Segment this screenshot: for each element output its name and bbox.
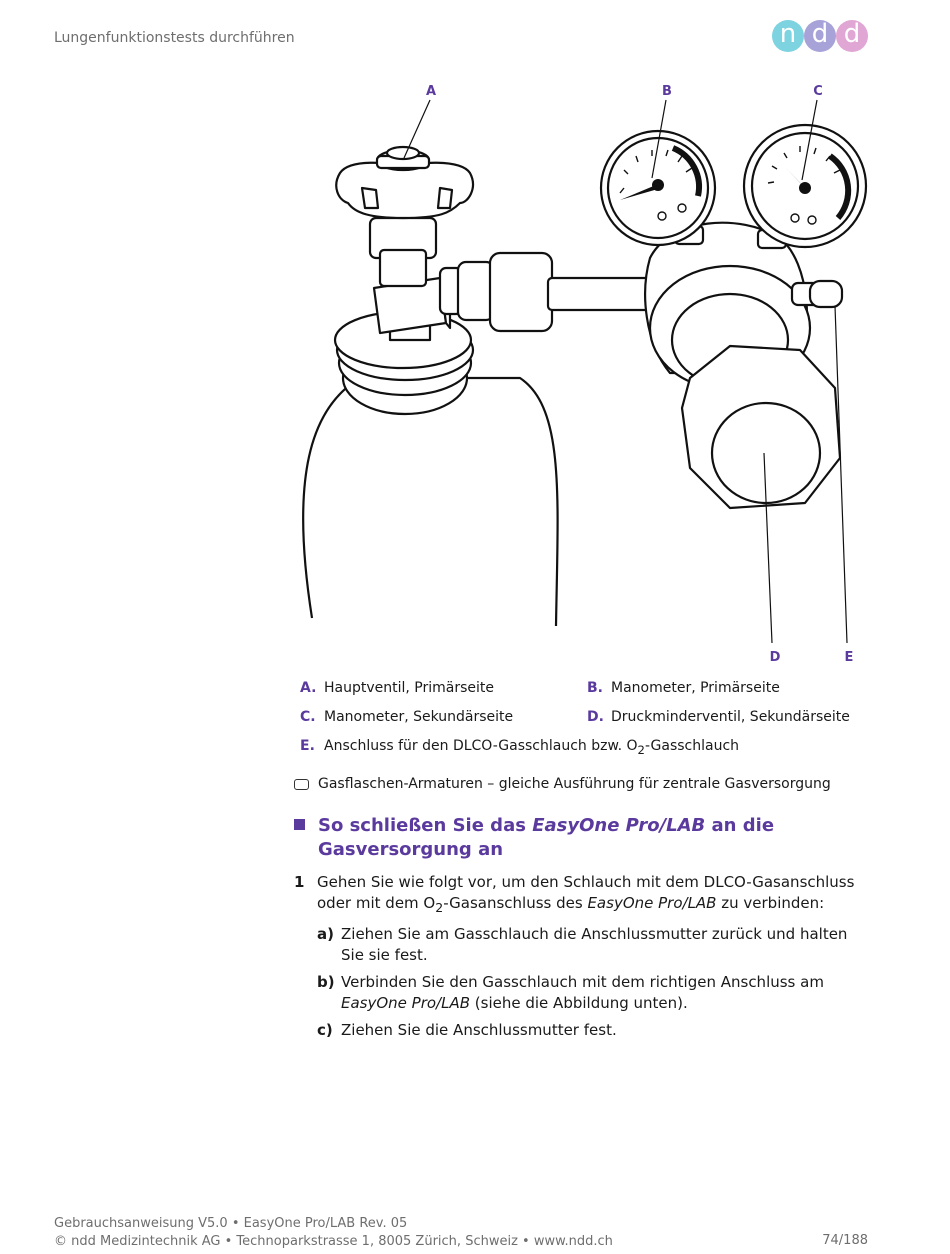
cylinder-body xyxy=(303,378,557,626)
footer-line-2: © ndd Medizintechnik AG • Technoparkstrasse 1, 8005 Zürich, Schweiz • www.ndd.ch xyxy=(54,1234,613,1249)
callout-c: C xyxy=(813,84,823,99)
substep-a: a) Ziehen Sie am Gasschlauch die Anschlussmutter zurück und halten Sie sie fest. xyxy=(317,925,848,964)
gas-cylinder-regulator-illustration xyxy=(290,78,880,678)
legend-item-b: B. Manometer, Primärseite xyxy=(587,680,780,696)
logo-letter-n: n xyxy=(772,20,804,52)
step-text: Gehen Sie wie folgt vor, um den Schlauch mit dem DLCO-Gasanschluss oder mit dem $O_2$-Gasanschluss des EasyOne Pro/LAB zu verbinden: xyxy=(317,873,855,915)
logo-letter-d1: d xyxy=(804,20,836,52)
page-header-title: Lungenfunktionstests durchführen xyxy=(54,30,295,46)
ndd-logo xyxy=(772,20,872,54)
step-body xyxy=(317,872,869,1041)
logo-letter-d2: d xyxy=(836,20,868,52)
step-number: 1 xyxy=(294,873,305,891)
section-title: So schließen Sie das EasyOne Pro/LAB an die Gasversorgung an xyxy=(318,815,775,860)
heading-square-icon xyxy=(294,819,305,830)
callout-d: D xyxy=(769,650,781,665)
legend-item-c: C. Manometer, Sekundärseite xyxy=(300,709,514,725)
substep-c: c) Ziehen Sie die Anschlussmutter fest. xyxy=(317,1021,617,1039)
legend-item-d: D. Druckminderventil, Sekundärseite xyxy=(587,709,850,725)
callout-a: A xyxy=(425,84,437,99)
page-number: 74/188 xyxy=(822,1233,868,1248)
footer-line-1: Gebrauchsanweisung V5.0 • EasyOne Pro/LAB Rev. 05 xyxy=(54,1216,408,1231)
callout-e: E xyxy=(844,650,854,665)
callout-b: B xyxy=(662,84,672,99)
footer xyxy=(54,1215,613,1251)
legend-item-e: E. Anschluss für den DLCO-Gasschlauch bzw. $O_2$-Gasschlauch xyxy=(300,738,740,757)
caption-box-icon xyxy=(294,779,309,790)
section-heading xyxy=(294,814,874,862)
substep-b: b) Verbinden Sie den Gasschlauch mit dem richtigen Anschluss am EasyOne Pro/LAB (siehe die Abbildung unten). xyxy=(317,973,824,1012)
legend-item-a: A. Hauptventil, Primärseite xyxy=(300,680,495,696)
step-1 xyxy=(294,872,869,1041)
figure-caption: Gasflaschen-Armaturen – gleiche Ausführung für zentrale Gasversorgung xyxy=(294,776,831,792)
